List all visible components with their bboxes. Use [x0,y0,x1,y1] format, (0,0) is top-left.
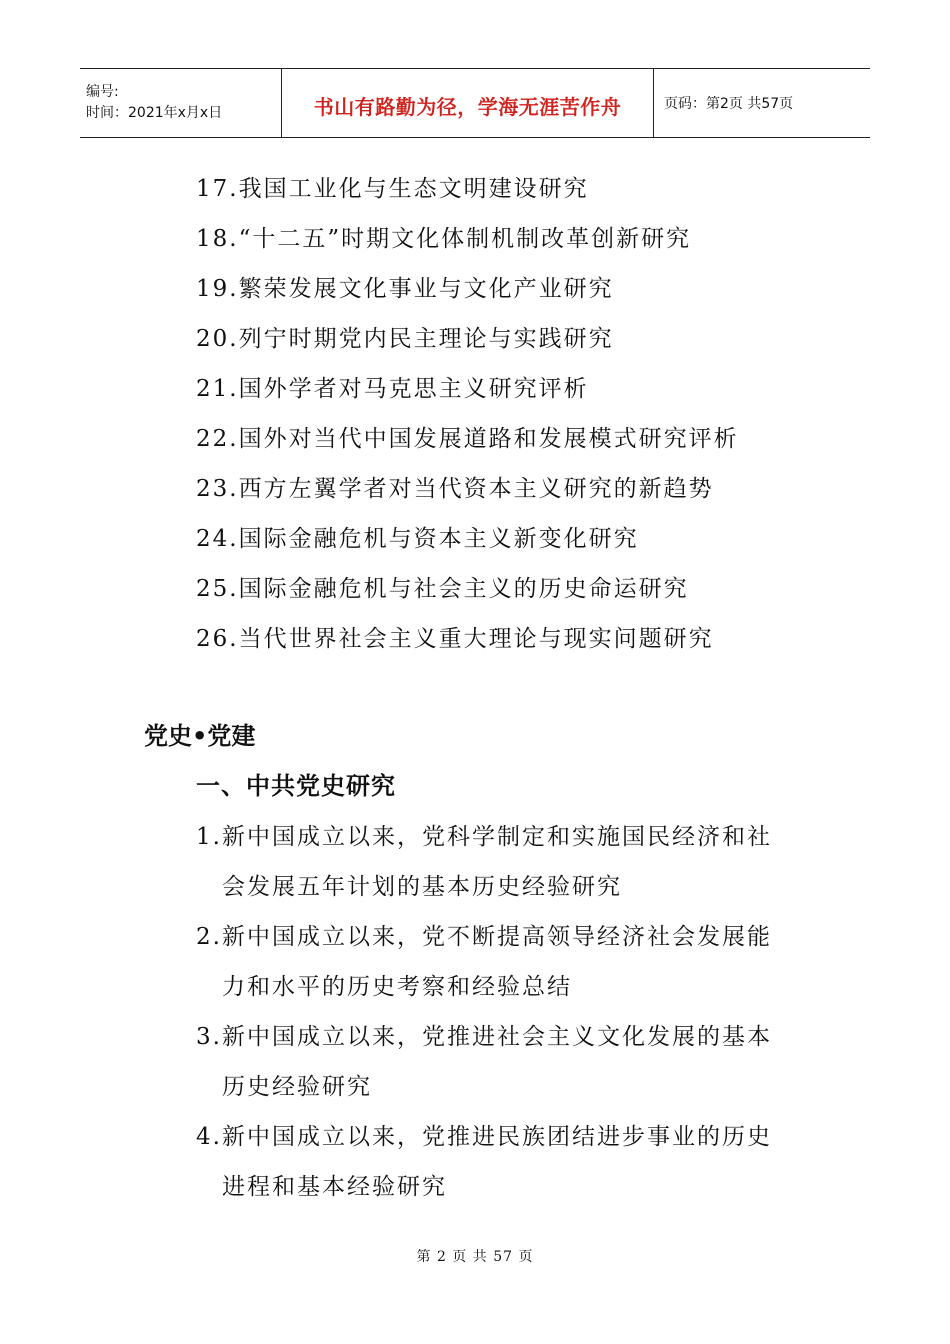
list-item: 20.列宁时期党内民主理论与实践研究 [196,326,614,352]
section-item-line: 3.新中国成立以来，党推进社会主义文化发展的基本 [196,1024,772,1050]
page-header [80,68,870,138]
list-item: 19.繁荣发展文化事业与文化产业研究 [196,276,614,302]
section-item-line: 历史经验研究 [222,1074,372,1100]
header-page-label: 页码：第2页 共57页 [664,96,794,112]
list-item: 24.国际金融危机与资本主义新变化研究 [196,526,639,552]
header-motto-cell [282,69,654,137]
list-item: 17.我国工业化与生态文明建设研究 [196,176,589,202]
list-item: 18.“十二五”时期文化体制机制改革创新研究 [196,226,692,252]
list-item: 22.国外对当代中国发展道路和发展模式研究评析 [196,426,739,452]
list-item: 25.国际金融危机与社会主义的历史命运研究 [196,576,689,602]
header-page-cell [654,69,870,137]
list-item: 26.当代世界社会主义重大理论与现实问题研究 [196,626,714,652]
list-item: 21.国外学者对马克思主义研究评析 [196,376,589,402]
section-item-line: 进程和基本经验研究 [222,1174,447,1200]
section-item-line: 2.新中国成立以来，党不断提高领导经济社会发展能 [196,924,772,950]
doc-time-label: 时间：2021年x月x日 [86,105,223,121]
list-item: 23.西方左翼学者对当代资本主义研究的新趋势 [196,476,714,502]
section-item-line: 力和水平的历史考察和经验总结 [222,974,572,1000]
section-item-line: 会发展五年计划的基本历史经验研究 [222,874,622,900]
section-item-line: 1.新中国成立以来，党科学制定和实施国民经济和社 [196,824,772,850]
header-meta [80,69,282,137]
page-footer: 第 2 页 共 57 页 [416,1249,534,1265]
section-subtitle: 一、中共党史研究 [196,772,396,800]
section-title: 党史•党建 [144,722,256,750]
header-motto: 书山有路勤为径，学海无涯苦作舟 [313,94,622,119]
doc-number-label: 编号: [86,84,119,100]
section-item-line: 4.新中国成立以来，党推进民族团结进步事业的历史 [196,1124,772,1150]
